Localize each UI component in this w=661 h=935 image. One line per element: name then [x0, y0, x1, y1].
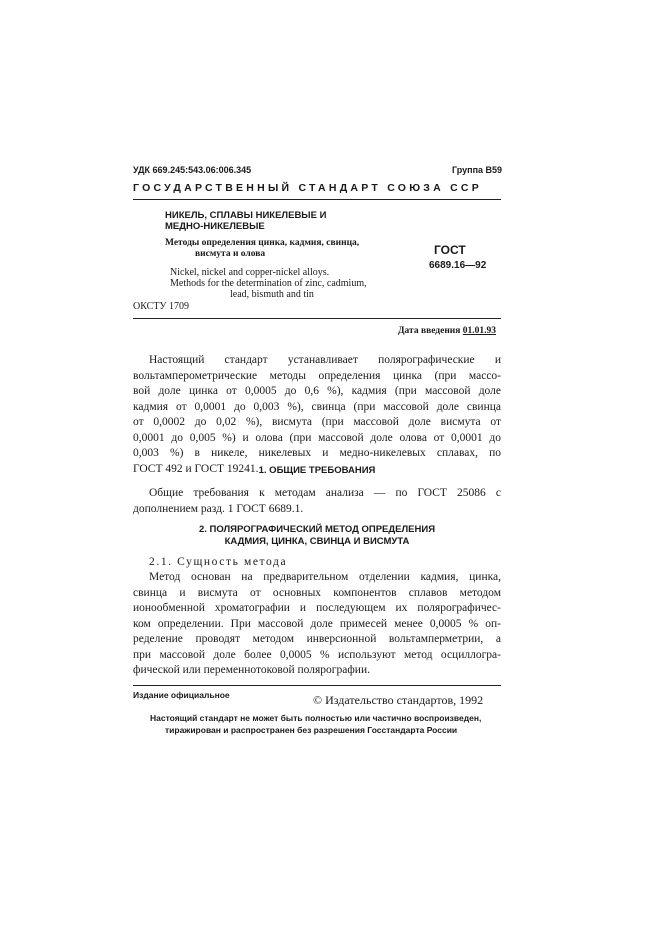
section2-line: ионообменной хроматографии и последующем их полярографичес- [133, 602, 501, 614]
state-standard-heading: ГОСУДАРСТВЕННЫЙ СТАНДАРТ СОЮЗА ССР [133, 182, 483, 194]
section2-line: свинца и висмута от основных компонентов сплавов методом [133, 586, 501, 599]
section2-line: фической или переменнотоковой полярографии. [133, 664, 370, 676]
copyright: © Издательство стандартов, 1992 [313, 693, 484, 707]
group-code: Группа В59 [452, 165, 503, 175]
intro-line: Настоящий стандарт устанавливает полярографические и [149, 354, 501, 366]
section1-title: 1. ОБЩИЕ ТРЕБОВАНИЯ [258, 465, 376, 476]
section2-title-line2: КАДМИЯ, ЦИНКА, СВИНЦА И ВИСМУТА [224, 536, 410, 547]
section2-title-line1: 2. ПОЛЯРОГРАФИЧЕСКИЙ МЕТОД ОПРЕДЕЛЕНИЯ [198, 524, 436, 535]
intro-line: ГОСТ 492 и ГОСТ 19241. [133, 462, 259, 475]
intro-line: 0,003 %) в никеле, никелевых и медно-никелевых сплавах, по [133, 447, 501, 459]
intro-line: вольтамперометрические методы определения цинка (при массо- [133, 369, 501, 382]
title-en-line2: Methods for the determination of zinc, cadmium, [170, 278, 367, 289]
title-ru-line2: МЕДНО-НИКЕЛЕВЫЕ [165, 221, 265, 232]
intro-line: вой доле цинка от 0,0005 до 0,6 %), кадмия (при массовой доле [133, 385, 501, 397]
title-rule [133, 318, 501, 319]
section2-paragraph [133, 570, 501, 679]
intro-date [398, 326, 496, 336]
section1-paragraph [133, 486, 501, 517]
notice-line1: Настоящий стандарт не может быть полностью или частично воспроизведен, [150, 713, 482, 723]
subsection-title: 2.1. Сущность метода [149, 556, 288, 568]
title-ru-line1: НИКЕЛЬ, СПЛАВЫ НИКЕЛЕВЫЕ И [165, 210, 327, 221]
intro-line: кадмия от 0,0001 до 0,003 %), свинца (при массовой доле свинца [133, 400, 501, 413]
notice-line2: тиражирован и распространен без разрешения Госстандарта России [165, 725, 458, 735]
udk-code: УДК 669.245:543.06:006.345 [133, 165, 252, 175]
methods-line1: Методы определения цинка, кадмия, свинца, [165, 238, 360, 248]
intro-line: 0,0001 до 0,005 %) и олова (при массовой доле олова от 0,0001 до [133, 431, 501, 444]
okstu-code: ОКСТУ 1709 [133, 301, 190, 312]
title-en-line3: lead, bismuth and tin [230, 289, 314, 300]
intro-line: от 0,0002 до 0,02 %), висмута (при массовой доле висмута от [133, 416, 501, 428]
official-edition: Издание официальное [133, 690, 230, 700]
intro-date-value: 01.01.93 [462, 326, 497, 336]
header-rule [133, 199, 501, 200]
intro-date-label: Дата введения [398, 326, 461, 336]
section1-line: Общие требования к методам анализа — по ГОСТ 25086 с [149, 487, 501, 499]
intro-paragraph [133, 353, 501, 477]
title-en-line1: Nickel, nickel and copper-nickel alloys. [170, 267, 330, 278]
gost-number: 6689.16—92 [429, 260, 487, 271]
methods-line2: висмута и олова [195, 249, 266, 259]
gost-label: ГОСТ [434, 243, 466, 257]
section2-line: ределение проводят методом инверсионной вольтамперметрии, а [133, 633, 501, 645]
section2-line: при массовой доле более 0,0005 % используют метод осциллогра- [133, 648, 501, 661]
section2-line: Метод основан на предварительном отделении кадмия, цинка, [149, 571, 501, 583]
footer-rule [133, 685, 501, 686]
section2-line: ком определении. При массовой доле примесей менее 0,0005 % оп- [133, 617, 501, 630]
section1-line: дополнением разд. 1 ГОСТ 6689.1. [133, 502, 304, 515]
